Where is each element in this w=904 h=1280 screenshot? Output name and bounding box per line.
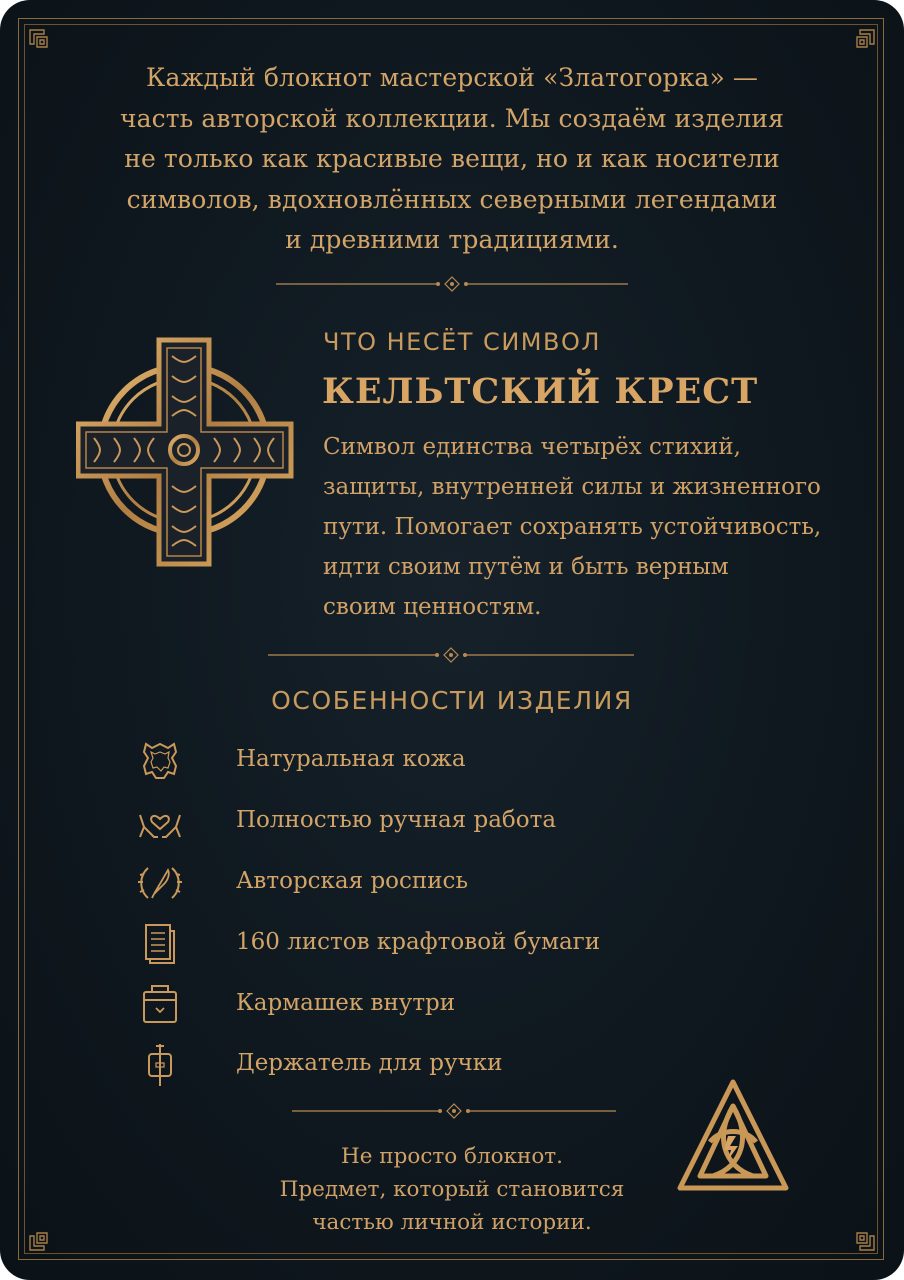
- pocket-icon: [130, 982, 190, 1028]
- footer-line: частью личной истории.: [312, 1210, 592, 1235]
- description-line: Символ единства четырёх стихий,: [323, 434, 741, 460]
- intro-line: часть авторской коллекции. Мы создаём изделия: [119, 103, 785, 133]
- feature-label: Держатель для ручки: [236, 1050, 503, 1076]
- paper-sheets-icon: [130, 921, 190, 967]
- footer-line: Не просто блокнот.: [340, 1144, 564, 1169]
- corner-ornament-icon: [27, 1219, 61, 1253]
- feature-item: [130, 860, 770, 906]
- celtic-cross-icon: [76, 336, 294, 568]
- description-line: защиты, внутренней силы и жизненного: [323, 474, 821, 500]
- symbol-description: [323, 427, 863, 627]
- corner-ornament-icon: [27, 27, 61, 61]
- symbol-pretitle: ЧТО НЕСЁТ СИМВОЛ: [323, 328, 601, 356]
- feature-label: Полностью ручная работа: [236, 807, 557, 833]
- footer-text: [230, 1140, 674, 1239]
- pen-holder-icon: [130, 1042, 190, 1088]
- intro-line: символов, вдохновлённых северными легендами: [126, 184, 778, 214]
- description-line: идти своим путём и быть верным: [323, 554, 729, 580]
- feature-label: 160 листов крафтовой бумаги: [236, 929, 601, 955]
- feature-item: [130, 982, 770, 1028]
- intro-text: [80, 58, 824, 261]
- leather-hide-icon: [130, 738, 190, 784]
- intro-line: Каждый блокнот мастерской «Златогорка» —: [146, 63, 758, 92]
- ornamental-divider: [276, 274, 628, 294]
- features-title: ОСОБЕННОСТИ ИЗДЕЛИЯ: [271, 686, 633, 715]
- feature-item: [130, 738, 770, 784]
- ornamental-divider: [292, 1101, 616, 1121]
- corner-ornament-icon: [843, 1219, 877, 1253]
- ornamental-divider: [268, 645, 634, 665]
- feature-label: Авторская роспись: [236, 868, 468, 894]
- feature-label: Кармашек внутри: [236, 990, 456, 1016]
- intro-line: и древними традициями.: [285, 225, 619, 254]
- intro-line: не только как красивые вещи, но и как носители: [124, 144, 780, 173]
- description-line: пути. Помогает сохранять устойчивость,: [323, 514, 822, 540]
- triquetra-icon: [664, 1076, 802, 1200]
- feature-item: [130, 799, 770, 845]
- hands-heart-icon: [130, 799, 190, 845]
- footer-line: Предмет, который становится: [279, 1177, 625, 1202]
- symbol-title: КЕЛЬТСКИЙ КРЕСТ: [322, 371, 759, 412]
- description-line: своим ценностям.: [323, 594, 542, 620]
- corner-ornament-icon: [843, 27, 877, 61]
- quill-wreath-icon: [130, 860, 190, 906]
- feature-item: [130, 921, 770, 967]
- feature-label: Натуральная кожа: [236, 746, 466, 772]
